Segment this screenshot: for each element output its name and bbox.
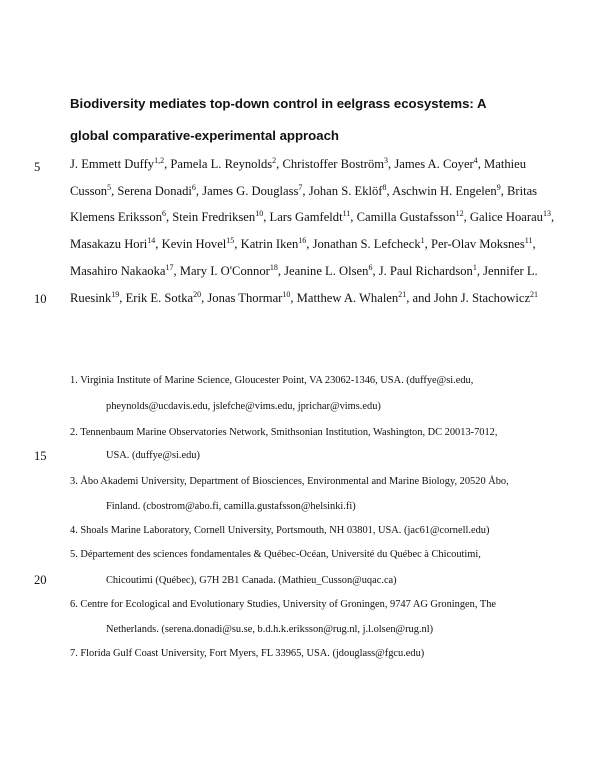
- author-name: Masakazu Hori: [70, 237, 148, 251]
- author-name: John J. Stachowicz: [433, 291, 531, 305]
- author-affiliation-sup: 20: [193, 290, 202, 299]
- author-name: Jonas Thormar: [207, 291, 283, 305]
- author-name: Camilla Gustafsson: [356, 210, 456, 224]
- author-affiliation-sup: 17: [165, 263, 174, 272]
- author-affiliation-sup: 1: [472, 263, 477, 272]
- author-affiliation-sup: 13: [542, 209, 551, 218]
- author-name: Cusson: [70, 184, 108, 198]
- author-name: James A. Coyer: [394, 157, 474, 171]
- author-name: Jonathan S. Lefcheck: [312, 237, 421, 251]
- author-affiliation-sup: 15: [226, 236, 235, 245]
- affiliation-5-cont: Chicoutimi (Québec), G7H 2B1 Canada. (Mathieu_Cusson@uqac.ca): [106, 575, 397, 586]
- author-name: J. Paul Richardson: [378, 264, 473, 278]
- author-line: Ruesink$^{19}$, Erik E. Sotka$^{20}$, Jonas Thormar$^{10}$, Matthew A. Whalen$^{21}$, and John J. Stachowicz$^{21}$: [70, 290, 539, 305]
- author-name: Katrin Iken: [240, 237, 299, 251]
- affiliation-5: 5. Département des sciences fondamentales & Québec-Océan, Université du Québec à Chicoutimi,: [70, 549, 481, 560]
- affiliation-6: 6. Centre for Ecological and Evolutionary Studies, University of Groningen, 9747 AG Groningen, The: [70, 599, 497, 610]
- author-affiliation-sup: 3: [384, 156, 389, 165]
- author-affiliation-sup: 7: [298, 183, 303, 192]
- affiliation-7: 7. Florida Gulf Coast University, Fort Myers, FL 33965, USA. (jdouglass@fgcu.edu): [70, 648, 425, 659]
- author-affiliation-sup: 1: [420, 236, 425, 245]
- author-name: Klemens Eriksson: [70, 210, 162, 224]
- author-affiliation-sup: 10: [282, 290, 291, 299]
- affiliation-3-cont: Finland. (cbostrom@abo.fi, camilla.gustafsson@helsinki.fi): [106, 501, 356, 512]
- author-name: Britas: [506, 184, 538, 198]
- author-affiliation-sup: 12: [455, 209, 464, 218]
- affiliation-1-cont: pheynolds@ucdavis.edu, jslefche@vims.edu, jprichar@vims.edu): [106, 401, 381, 412]
- author-name: Mary I. O'Connor: [179, 264, 270, 278]
- author-name: Ruesink: [70, 291, 112, 305]
- author-affiliation-sup: 9: [496, 183, 501, 192]
- author-name: Serena Donadi: [117, 184, 192, 198]
- line-number: 15: [34, 449, 47, 463]
- author-name: Jeanine L. Olsen: [284, 264, 369, 278]
- author-name: Jennifer L.: [483, 264, 538, 278]
- author-name: Per-Olav Moksnes: [430, 237, 525, 251]
- author-name: Stein Fredriksen: [172, 210, 256, 224]
- author-affiliation-sup: 6: [162, 209, 166, 218]
- affiliation-2-cont: USA. (duffye@si.edu): [106, 450, 200, 461]
- author-line: Cusson$^5$, Serena Donadi$^6$, James G. Douglass$^7$, Johan S. Eklöf$^8$, Aschwin H. Engelen$^9$, Britas: [70, 183, 538, 198]
- author-affiliation-sup: 16: [298, 236, 307, 245]
- author-name: Kevin Hovel: [161, 237, 227, 251]
- author-affiliation-sup: 19: [111, 290, 120, 299]
- author-affiliation-sup: 14: [147, 236, 156, 245]
- author-line: J. Emmett Duffy$^{1,2}$, Pamela L. Reynolds$^2$, Christoffer Boström$^3$, James A. Coyer$^4$, Mathieu: [70, 156, 527, 171]
- author-line: Masahiro Nakaoka$^{17}$, Mary I. O'Connor$^{18}$, Jeanine L. Olsen$^6$, J. Paul Richardson$^1$, Jennifer L.: [70, 263, 538, 278]
- author-affiliation-sup: 21: [398, 290, 407, 299]
- author-name: Johan S. Eklöf: [308, 184, 383, 198]
- author-affiliation-sup: 1,2: [154, 156, 165, 165]
- author-name: Erik E. Sotka: [125, 291, 194, 305]
- author-affiliation-sup: 4: [473, 156, 478, 165]
- author-affiliation-sup: 21: [530, 290, 539, 299]
- author-name: Mathieu: [484, 157, 527, 171]
- author-name: Matthew A. Whalen: [296, 291, 399, 305]
- author-line: Klemens Eriksson$^6$, Stein Fredriksen$^{10}$, Lars Gamfeldt$^{11}$, Camilla Gustafsson$^{12}$, Galice Hoarau$^{13}$,: [70, 209, 555, 224]
- author-affiliation-sup: 2: [272, 156, 277, 165]
- author-affiliation-sup: 11: [524, 236, 533, 245]
- line-number: 10: [34, 292, 47, 306]
- author-name: Masahiro Nakaoka: [70, 264, 166, 278]
- author-affiliation-sup: 6: [368, 263, 373, 272]
- author-affiliation-sup: 5: [107, 183, 112, 192]
- affiliation-6-cont: Netherlands. (serena.donadi@su.se, b.d.h.k.eriksson@rug.nl, j.l.olsen@rug.nl): [106, 624, 434, 635]
- affiliation-4: 4. Shoals Marine Laboratory, Cornell University, Portsmouth, NH 03801, USA. (jac61@cornell.edu): [70, 525, 490, 536]
- paper-title-line-1: Biodiversity mediates top-down control in eelgrass ecosystems: A: [70, 96, 487, 111]
- affiliation-2: 2. Tennenbaum Marine Observatories Network, Smithsonian Institution, Washington, DC 20013-7012,: [70, 427, 498, 438]
- author-name: James G. Douglass: [202, 184, 299, 198]
- affiliation-3: 3. Åbo Akademi University, Department of Biosciences, Environmental and Marine Biology, 20520 Åbo,: [70, 476, 509, 487]
- author-line: Masakazu Hori$^{14}$, Kevin Hovel$^{15}$, Katrin Iken$^{16}$, Jonathan S. Lefcheck$^1$, Per-Olav Moksnes$^{11}$,: [70, 236, 536, 251]
- author-name: Christoffer Boström: [282, 157, 385, 171]
- line-number: 5: [34, 160, 41, 174]
- author-affiliation-sup: 10: [255, 209, 264, 218]
- author-name: J. Emmett Duffy: [70, 157, 155, 171]
- line-number: 20: [34, 573, 47, 587]
- author-affiliation-sup: 18: [269, 263, 278, 272]
- paper-title-line-2: global comparative-experimental approach: [70, 128, 339, 143]
- affiliation-1: 1. Virginia Institute of Marine Science, Gloucester Point, VA 23062-1346, USA. (duffye@si.edu,: [70, 375, 474, 386]
- author-name: Pamela L. Reynolds: [170, 157, 273, 171]
- author-name: Lars Gamfeldt: [269, 210, 343, 224]
- author-affiliation-sup: 6: [191, 183, 196, 192]
- author-affiliation-sup: 8: [382, 183, 387, 192]
- author-affiliation-sup: 11: [342, 209, 351, 218]
- author-name: Aschwin H. Engelen: [392, 184, 497, 198]
- author-name: Galice Hoarau: [469, 210, 543, 224]
